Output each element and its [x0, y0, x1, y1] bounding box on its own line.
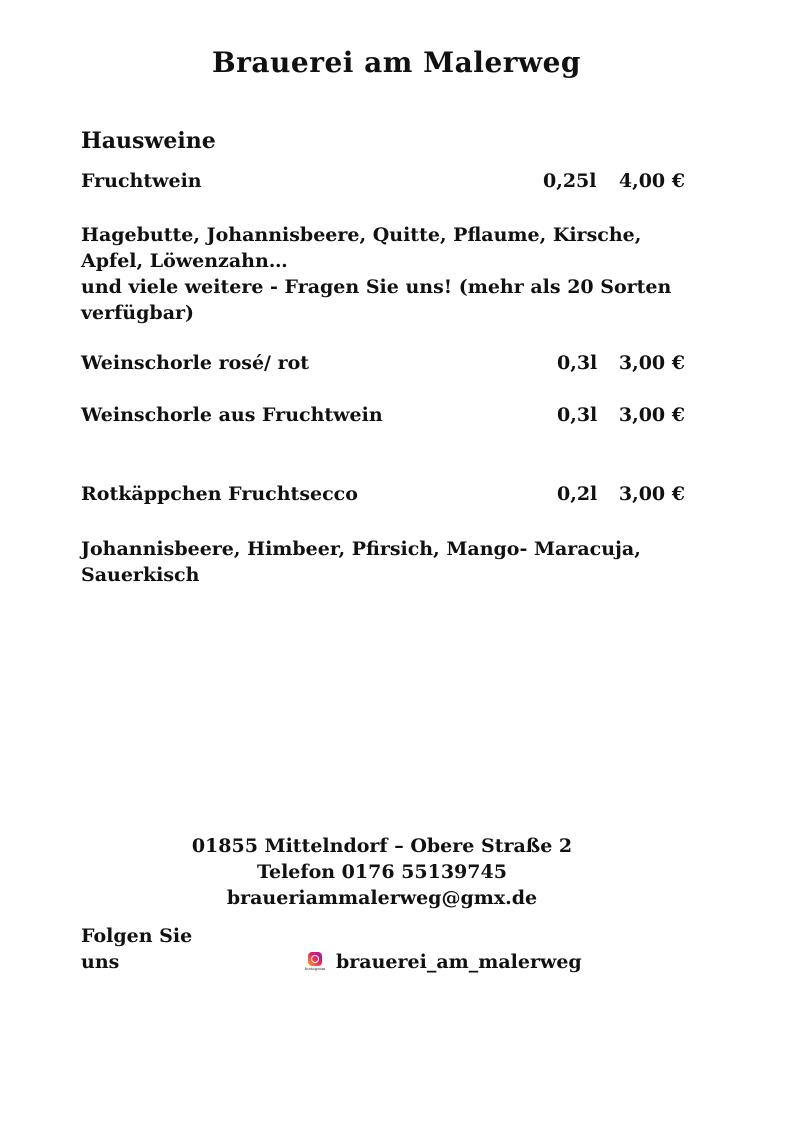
description-line: und viele weitere - Fragen Sie uns! (mehr als 20 Sorten — [81, 276, 672, 298]
email: braueriammalerweg@gmx.de — [226, 887, 538, 909]
item-volume: 0,2l — [557, 483, 598, 505]
instagram-icon[interactable] — [304, 952, 326, 974]
item-volume: 0,3l — [557, 404, 598, 426]
description-line: verfügbar) — [81, 302, 195, 324]
item-volume: 0,25l — [543, 170, 597, 192]
description-line: Apfel, Löwenzahn… — [81, 250, 288, 272]
section-heading: Hausweine — [81, 128, 216, 154]
item-price: 3,00 € — [618, 404, 685, 426]
instagram-logo — [308, 952, 322, 966]
item-name: Weinschorle rosé/ rot — [81, 352, 310, 374]
secco-description — [81, 536, 696, 588]
menu-item-weinschorle-fruchtwein — [81, 404, 685, 430]
description-line: Sauerkisch — [81, 564, 200, 586]
item-price: 3,00 € — [618, 483, 685, 505]
follow-line: uns — [81, 951, 120, 973]
item-volume: 0,3l — [557, 352, 598, 374]
item-price: 4,00 € — [618, 170, 685, 192]
follow-label — [81, 923, 211, 975]
item-price: 3,00 € — [618, 352, 685, 374]
menu-item-fruchtsecco — [81, 483, 685, 509]
page-title: Brauerei am Malerweg — [211, 46, 582, 79]
item-name: Weinschorle aus Fruchtwein — [81, 404, 383, 426]
menu-item-weinschorle — [81, 352, 685, 378]
item-name: Rotkäppchen Fruchtsecco — [81, 483, 358, 505]
address: 01855 Mittelndorf – Obere Straße 2 — [191, 835, 573, 857]
contact-block — [0, 833, 764, 911]
instagram-handle[interactable]: brauerei_am_malerweg — [336, 951, 582, 973]
follow-line: Folgen Sie — [81, 925, 193, 947]
fruchtwein-description — [81, 222, 696, 326]
description-line: Johannisbeere, Himbeer, Pfirsich, Mango- Maracuja, — [81, 538, 641, 560]
menu-item-fruchtwein — [81, 170, 685, 196]
description-line: Hagebutte, Johannisbeere, Quitte, Pflaume, Kirsche, — [81, 224, 642, 246]
phone: Telefon 0176 55139745 — [257, 861, 507, 883]
instagram-caption: Instagram — [304, 966, 326, 971]
item-name: Fruchtwein — [81, 170, 202, 192]
